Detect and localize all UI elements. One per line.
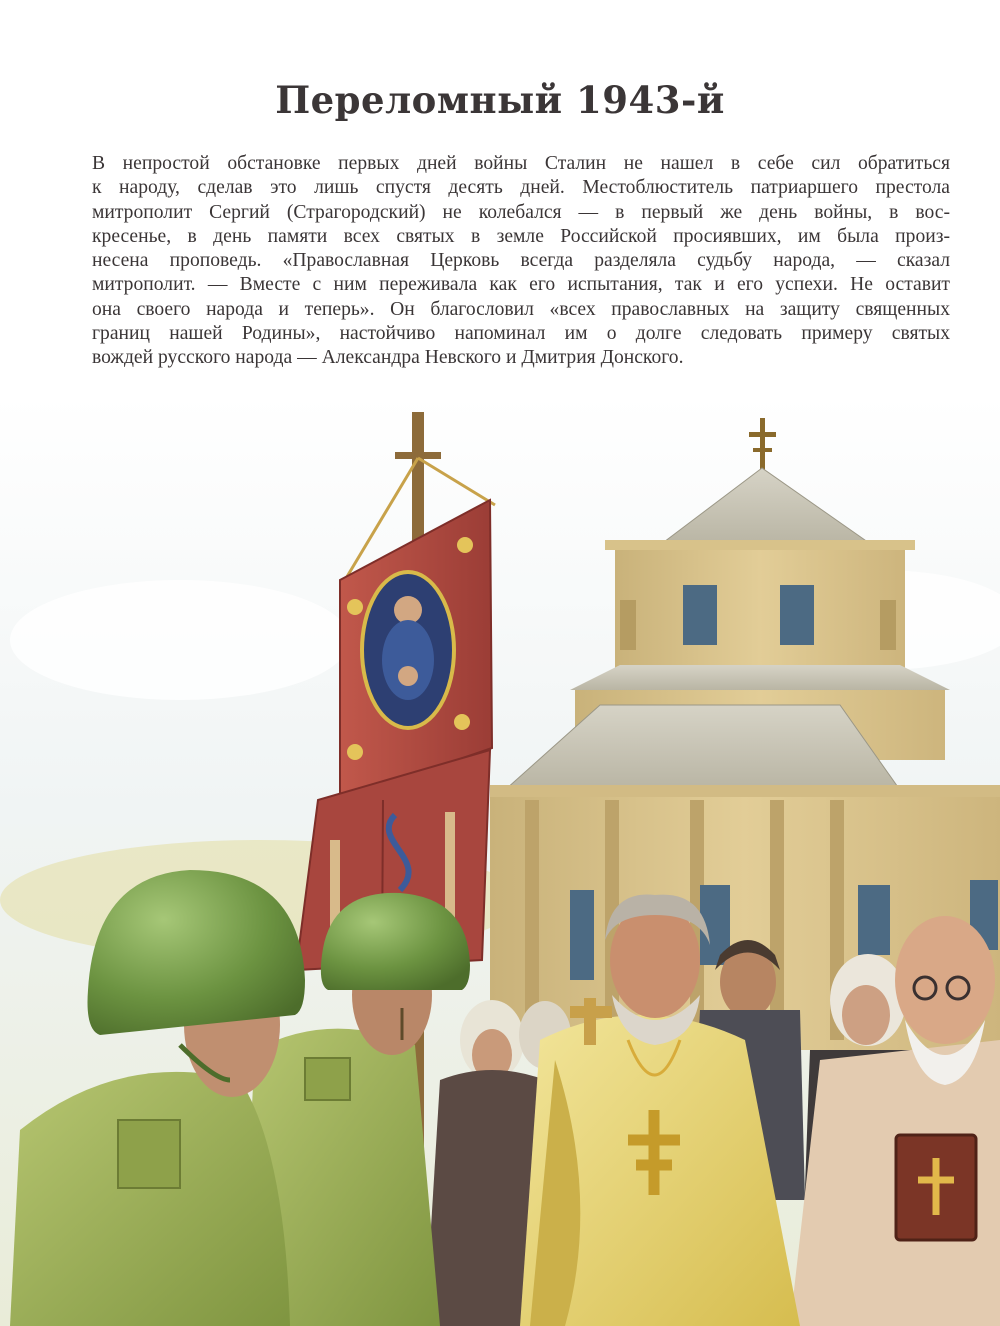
text-line: В непростой обстановке первых дней войны Сталин не нашел в себе сил обратиться — [92, 153, 950, 174]
text-line: вождей русского народа — Александра Невского и Дмитрия Донского. — [92, 347, 684, 368]
cloud — [10, 580, 350, 700]
illustration — [0, 395, 1000, 1326]
text-line: кресенье, в день памяти всех святых в земле Российской просиявших, им была произ- — [92, 225, 950, 247]
page-title: Переломный 1943-й — [275, 78, 725, 122]
text-line: она своего народа и теперь». Он благословил «всех православных на защиту священных — [92, 298, 950, 320]
text-line: границ нашей Родины», настойчиво напоминал им о долге следовать примеру святых — [92, 322, 950, 344]
text-line: митрополит Сергий (Страгородский) не колебался — в первый же день войны, в вос- — [92, 201, 950, 223]
text-line: несена проповедь. «Православная Церковь всегда разделяла судьбу народа, — сказал — [92, 250, 950, 271]
text-line: митрополит. — Вместе с ним переживала как его испытания, так и его успехи. Не оставит — [92, 274, 950, 296]
text-line: к народу, сделав это лишь спустя десять дней. Местоблюститель патриаршего престола — [92, 177, 950, 199]
body-paragraph — [92, 152, 950, 370]
